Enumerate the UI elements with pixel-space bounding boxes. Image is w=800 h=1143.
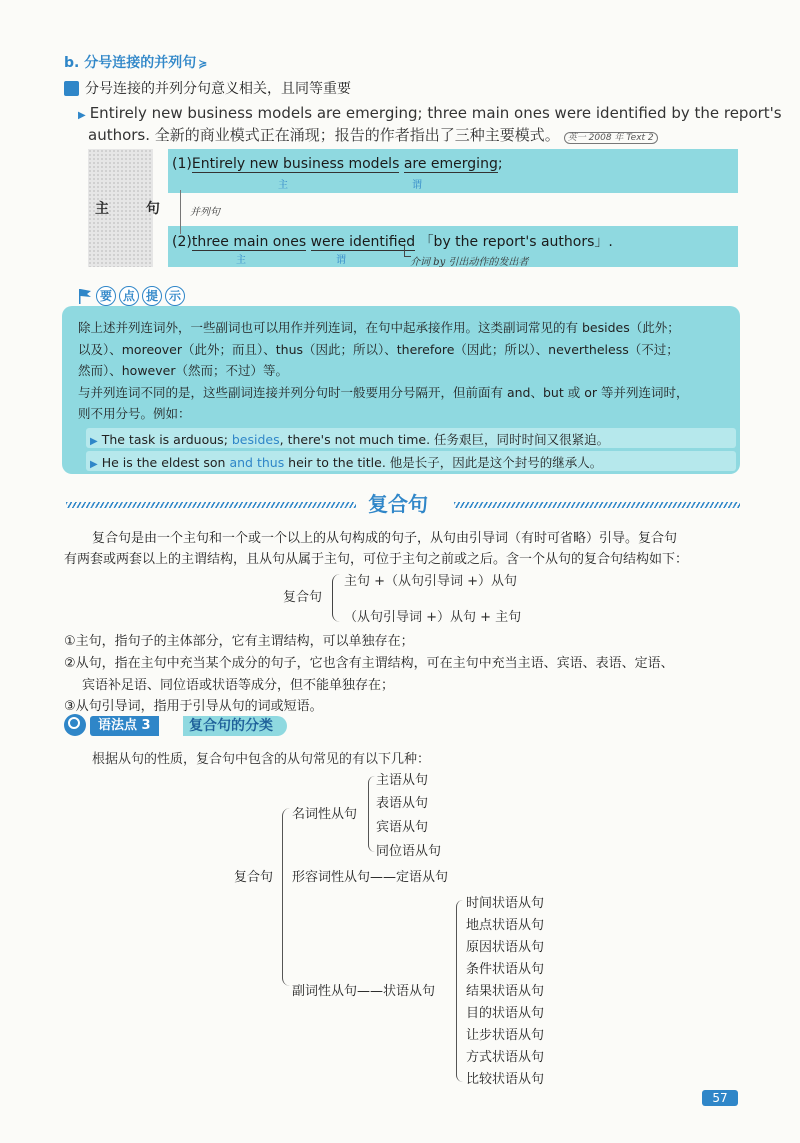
section-title [64, 52, 207, 72]
tree-leaf: 方式状语从句 [466, 1050, 545, 1065]
clause2-sentence [172, 231, 613, 251]
grammar-point-title: 复合句的分类 [183, 716, 287, 736]
section-title-text: b. 分号连接的并列句 [64, 55, 197, 71]
brace-icon [332, 574, 343, 622]
main-clause-label: 主 句 [95, 201, 176, 217]
hatch-divider [66, 502, 356, 508]
clause2-tail: 「by the report's authors」. [419, 234, 613, 250]
tree-leaf: 表语从句 [376, 796, 429, 811]
tree-leaf: 宾语从句 [376, 820, 429, 835]
tip-text-line: 则不用分号。例如： [78, 406, 191, 421]
clause2-predicate-tag: 谓 [336, 255, 346, 266]
clause1-tail: ; [497, 156, 503, 172]
triangle-bullet-icon: ▶ [78, 110, 86, 121]
tip-example-post: heir to the title. 他是长子，因此是这个封号的继承人。 [284, 455, 603, 470]
tip-char: 要 [96, 286, 116, 306]
tree-leaf: 让步状语从句 [466, 1028, 545, 1043]
tree-leaf: 条件状语从句 [466, 962, 545, 977]
chevron-down-icon: ≽ [198, 57, 208, 70]
clause1-predicate-tag: 谓 [412, 180, 422, 191]
definition-note: ①主句，指句子的主体部分，它有主谓结构，可以单独存在； [64, 634, 414, 649]
tip-text-line: 除上述并列连词外，一些副词也可以用作并列连词，在句中起承接作用。这类副词常见的有 besides（此外； [78, 320, 680, 335]
tree-leaf: 结果状语从句 [466, 984, 545, 999]
clause1-subject: Entirely new business models [191, 156, 400, 172]
tree-leaf: 时间状语从句 [466, 896, 545, 911]
source-tag: 英一 2008 年 Text 2 [564, 132, 658, 144]
clause1-number: (1) [172, 156, 192, 172]
example-sentence-text: Entirely new business models are emerging; three main ones were identified by the report's [89, 104, 782, 122]
clause1-subject-tag: 主 [278, 180, 288, 191]
example-sentence [78, 104, 782, 122]
brace-icon [456, 900, 463, 1082]
rule-row [64, 78, 351, 98]
example-translation [88, 124, 658, 145]
tree-leaf: 比较状语从句 [466, 1072, 545, 1087]
tip-char: 点 [119, 286, 139, 306]
tip-example-pre: The task is arduous; [101, 432, 232, 447]
tip-example-keyword: besides [231, 432, 280, 447]
hatch-divider [454, 502, 740, 508]
tip-example [90, 430, 609, 448]
definition-note: ③从句引导词，指用于引导从句的词或短语。 [64, 699, 323, 714]
intro-paragraph: 复合句是由一个主句和一个或一个以上的从句构成的句子，从句由引导词（有时可省略）引导。复合句 [92, 531, 678, 546]
tree-leaf: 原因状语从句 [466, 940, 545, 955]
tree-leaf: 目的状语从句 [466, 1006, 545, 1021]
structure-pattern: （从句引导词 +）从句 + 主句 [344, 610, 522, 625]
tip-char: 提 [142, 286, 162, 306]
brace-icon [368, 776, 375, 852]
tree-branch-noun: 名词性从句 [292, 807, 358, 822]
triangle-bullet-icon: ▶ [90, 459, 98, 470]
page-number: 57 [702, 1090, 738, 1106]
tip-example-keyword: and thus [229, 455, 285, 470]
paratactic-bracket [180, 190, 182, 234]
intro-paragraph: 有两套或两套以上的主谓结构，且从句从属于主句，可位于主句之前或之后。含一个从句的复合句结构如下： [64, 552, 689, 567]
structure-label: 复合句 [283, 590, 323, 605]
definition-note: 宾语补足语、同位语或状语等成分，但不能单独存在； [82, 678, 395, 693]
clause2-predicate: were identified [310, 234, 416, 250]
tip-header [78, 286, 188, 306]
example-translation-text: authors. 全新的商业模式正在涌现；报告的作者指出了三种主要模式。 [88, 126, 560, 144]
structure-pattern: 主句 +（从句引导词 +）从句 [344, 574, 518, 589]
section-heading: 复合句 [368, 492, 428, 516]
tree-branch-adj: 形容词性从句——定语从句 [292, 870, 449, 885]
definition-note: ②从句，指在主句中充当某个成分的句子，它也含有主谓结构，可在主句中充当主语、宾语、表语、定语、 [64, 656, 674, 671]
tree-leaf: 同位语从句 [376, 844, 442, 859]
tip-example-post: , there's not much time. 任务艰巨，同时时间又很紧迫。 [279, 432, 610, 447]
clause1-sentence [172, 156, 503, 172]
tree-leaf: 地点状语从句 [466, 918, 545, 933]
clause1-predicate: are emerging [403, 156, 498, 172]
tip-char: 示 [165, 286, 185, 306]
search-icon [68, 717, 80, 729]
clause2-subject-tag: 主 [236, 255, 246, 266]
square-bullet-icon [64, 81, 79, 96]
triangle-bullet-icon: ▶ [90, 436, 98, 447]
grammar-point-badge: 语法点 3 [90, 716, 159, 736]
classification-intro: 根据从句的性质，复合句中包含的从句常见的有以下几种： [92, 752, 431, 767]
paratactic-label: 并列句 [190, 207, 220, 218]
tree-root: 复合句 [234, 870, 274, 885]
tree-branch-adv: 副词性从句——状语从句 [292, 984, 436, 999]
clause2-number: (2) [172, 234, 192, 250]
tip-text-line: 以及）、moreover（此外；而且）、thus（因此；所以）、therefore（因此；所以）、nevertheless（不过； [78, 342, 679, 357]
brace-icon [282, 808, 291, 986]
tip-example-pre: He is the eldest son [101, 455, 230, 470]
tip-text-line: 与并列连词不同的是，这些副词连接并列分句时一般要用分号隔开，但前面有 and、but 或 or 等并列连词时， [78, 385, 689, 400]
tip-text-line: 然而）、however（然而；不过）等。 [78, 363, 288, 378]
flag-icon [78, 288, 92, 304]
tip-example [90, 453, 602, 471]
tree-leaf: 主语从句 [376, 773, 429, 788]
prep-note: 介词 by 引出动作的发出者 [410, 257, 529, 268]
clause2-subject: three main ones [191, 234, 307, 250]
rule-text: 分号连接的并列分句意义相关，且同等重要 [85, 81, 351, 97]
